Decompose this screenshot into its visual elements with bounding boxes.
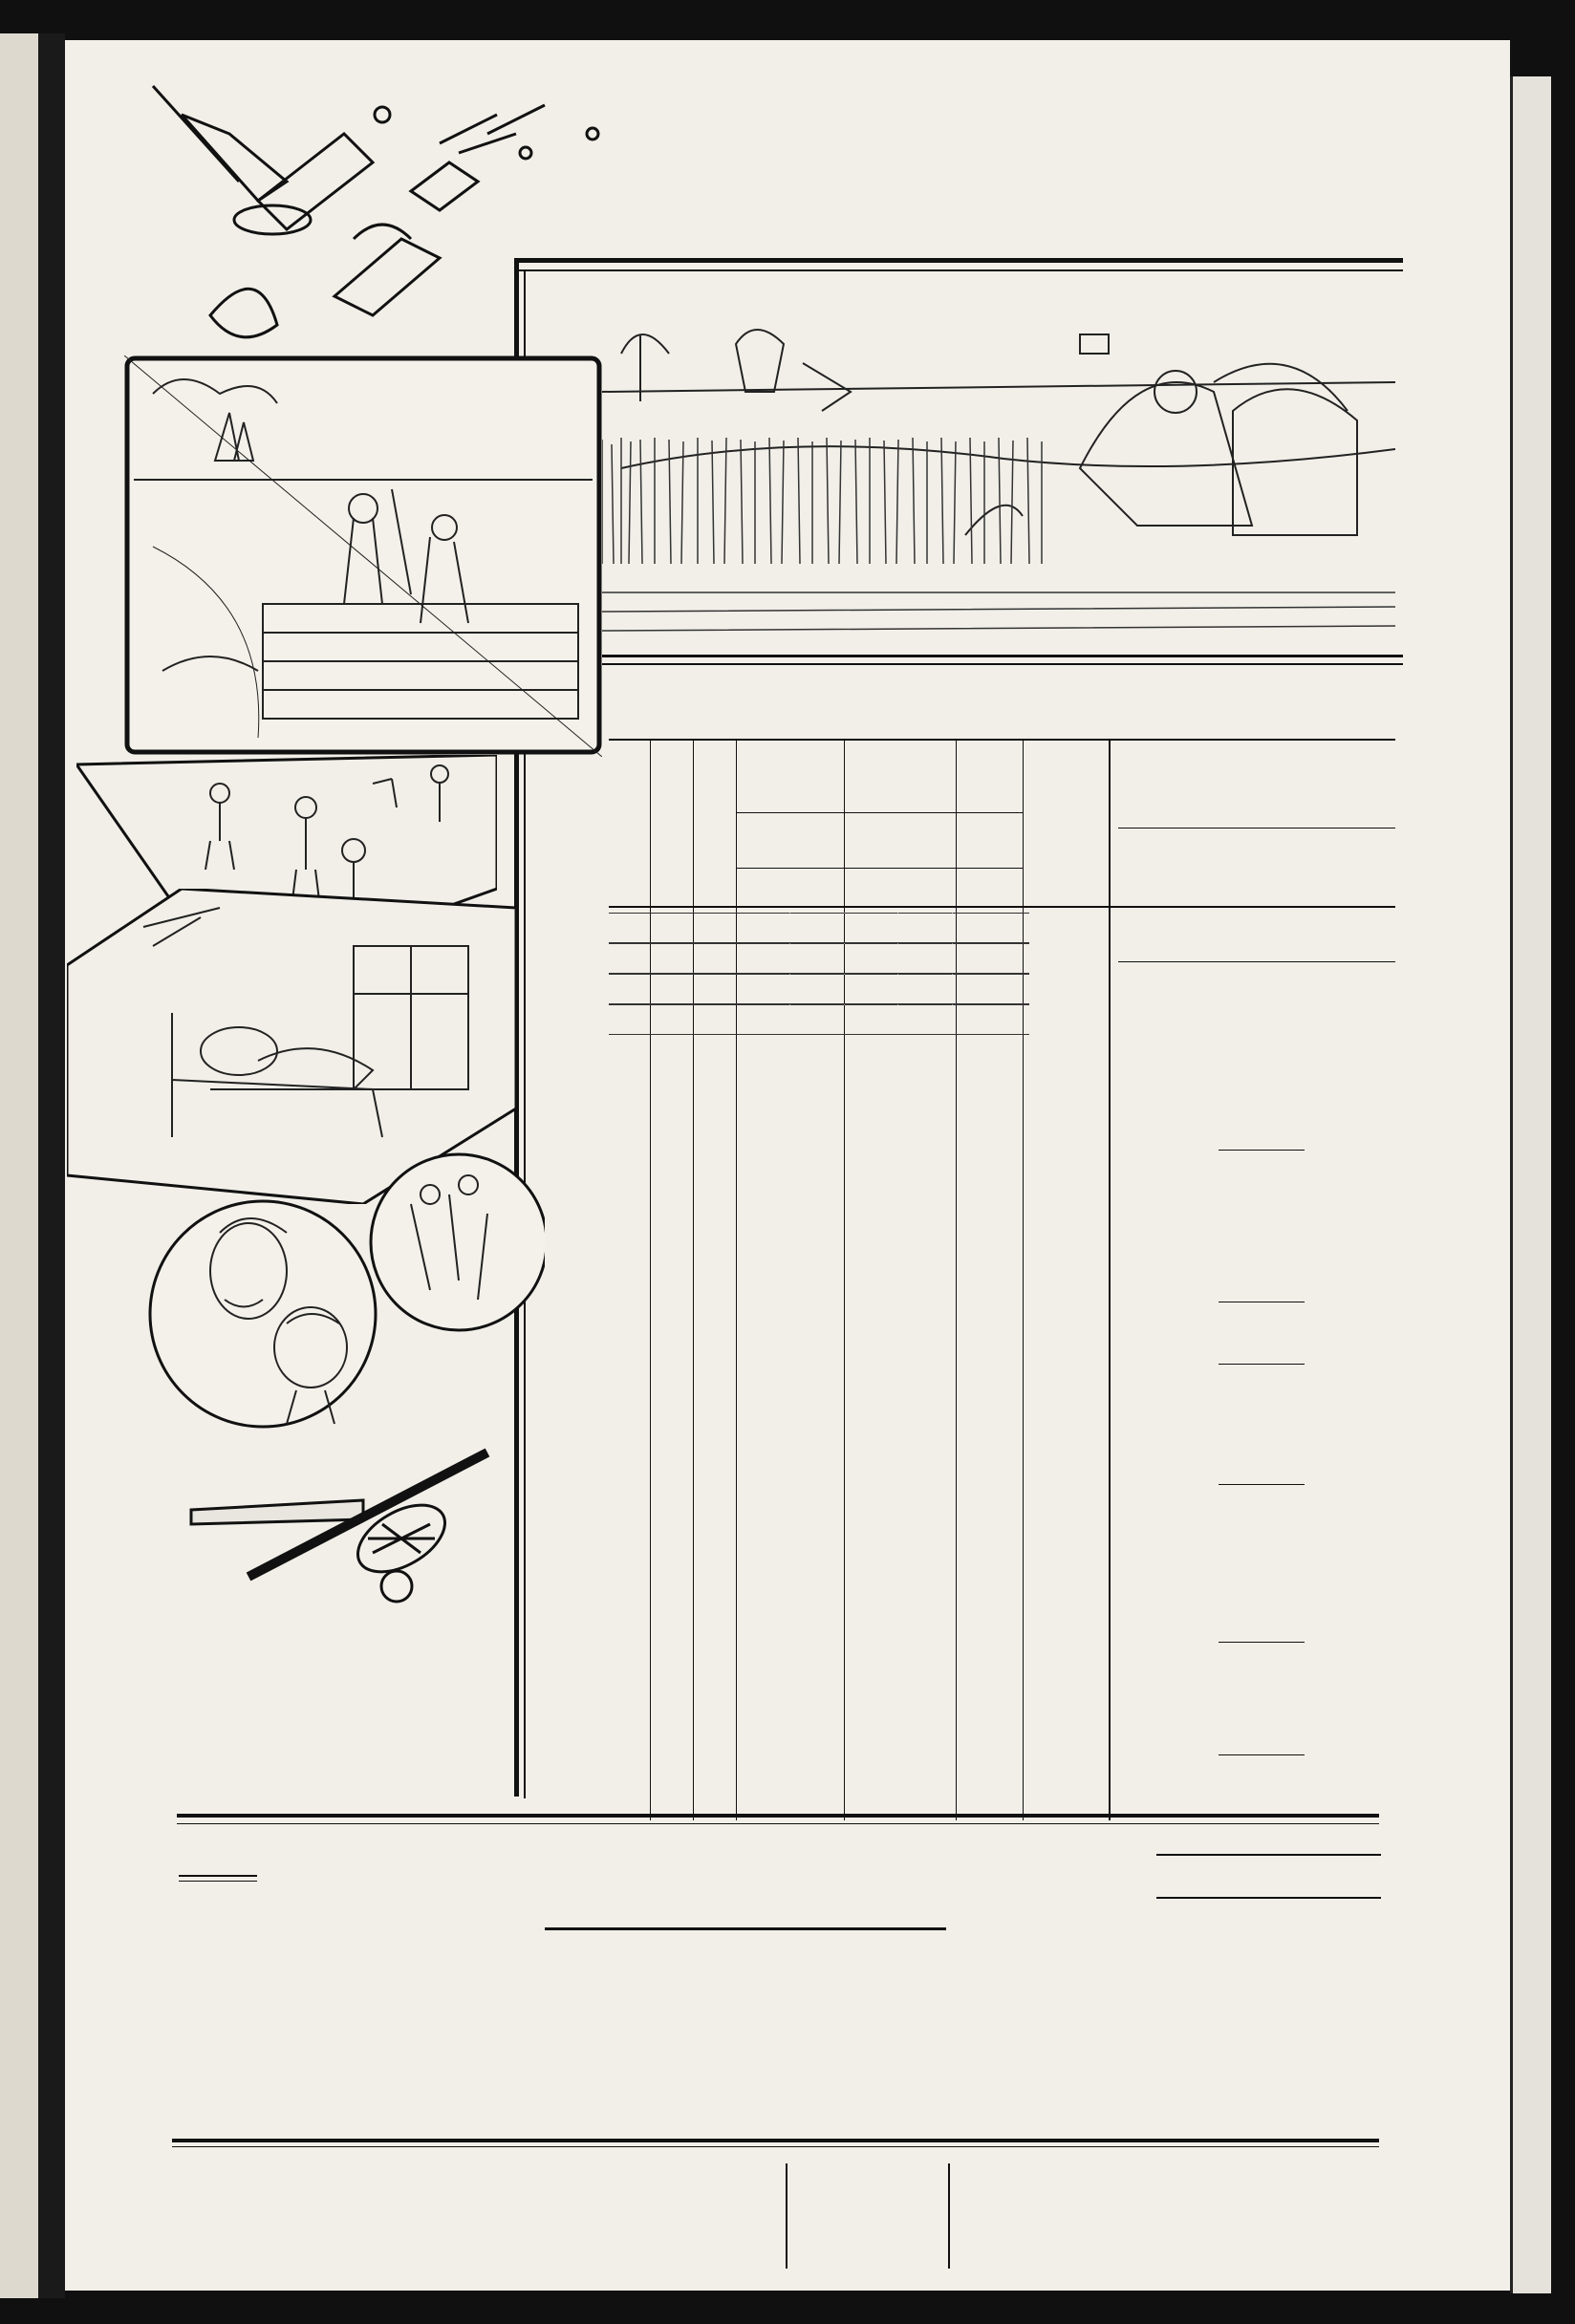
ad-rule	[179, 1881, 257, 1882]
book-spine	[38, 33, 65, 2298]
header-ont	[960, 750, 1013, 798]
calendar-grid	[609, 913, 1029, 1035]
column-rule	[1109, 741, 1111, 1820]
calendar-row	[609, 1035, 1029, 1036]
frame-line	[514, 258, 1403, 263]
calendar-table	[609, 913, 1029, 1816]
para-rule	[1219, 1754, 1305, 1755]
sunday-row	[609, 1005, 1029, 1035]
ont-sunset-cell	[790, 1035, 844, 1036]
frame-line	[514, 269, 1403, 271]
ad-rule	[177, 1814, 1379, 1818]
fishing-scene-illustration	[124, 355, 602, 757]
sunday-label	[609, 1005, 1029, 1035]
header-rule	[736, 868, 1023, 869]
ad-rule	[177, 1823, 1379, 1824]
sunday-label	[609, 914, 1029, 943]
walker-divider	[786, 2163, 788, 2269]
para-rule	[1219, 1642, 1305, 1643]
ad-rule	[1156, 1854, 1381, 1856]
walker-divider	[948, 2163, 950, 2269]
frame-line	[602, 663, 1403, 665]
header-rule	[736, 812, 1023, 813]
sunday-label	[609, 944, 1029, 974]
header-rule	[609, 906, 1395, 908]
ad-rule	[1156, 1897, 1381, 1899]
sunday-row	[609, 944, 1029, 974]
qc-sunrise-cell	[844, 1035, 897, 1036]
sunday-label	[609, 975, 1029, 1004]
frame-line	[602, 655, 1403, 657]
para-rule	[1219, 1484, 1305, 1485]
para-rule	[1219, 1364, 1305, 1365]
moon-cell	[952, 1035, 1028, 1036]
sunday-row	[609, 975, 1029, 1004]
sunday-row	[609, 914, 1029, 943]
weekday-cell	[637, 1035, 695, 1036]
moon-rule	[1118, 961, 1395, 962]
qc-sunset-cell	[898, 1035, 952, 1036]
ad-rule	[172, 2139, 1379, 2142]
header-rule	[609, 739, 1395, 741]
field-scene-illustration	[602, 277, 1395, 655]
facing-page-edge	[0, 33, 38, 2298]
right-page-edge	[1510, 76, 1551, 2293]
cricket-bat-illustration	[182, 1433, 497, 1615]
ad-rule	[172, 2146, 1379, 2147]
para-rule	[1219, 1150, 1305, 1151]
day-cell	[609, 1035, 637, 1036]
sign-cell	[695, 1035, 736, 1036]
ad-rule	[545, 1927, 946, 1930]
insects-illustration	[96, 76, 688, 363]
ont-sunrise-cell	[736, 1035, 789, 1036]
ad-rule	[179, 1875, 257, 1877]
bee-stings-illustration	[143, 1137, 545, 1462]
